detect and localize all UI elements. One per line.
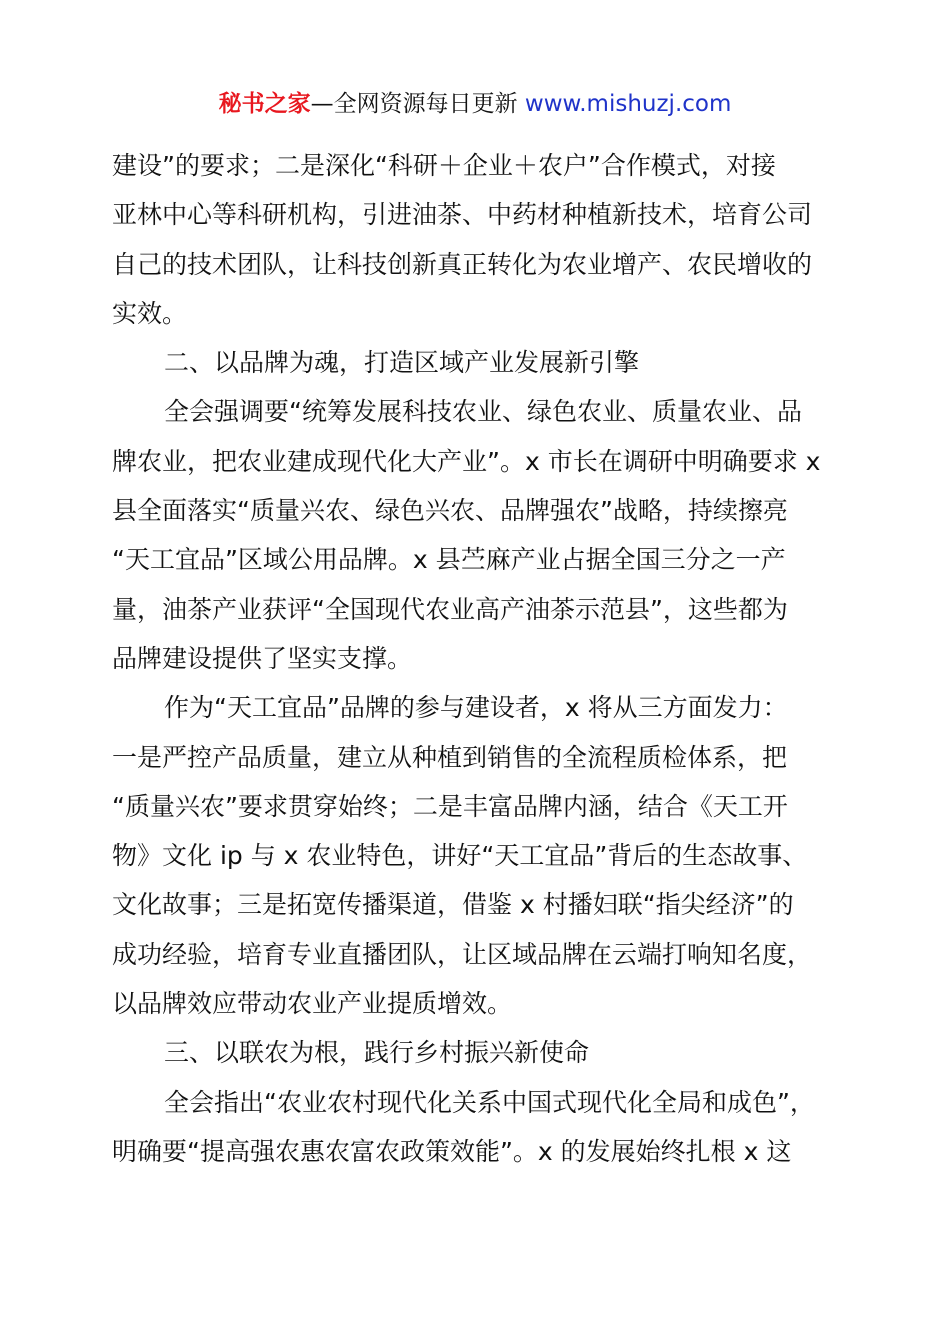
text-line: 成功经验，培育专业直播团队，让区域品牌在云端打响知名度， <box>112 939 813 969</box>
text-line: 亚林中心等科研机构，引进油茶、中药材种植新技术，培育公司 <box>112 200 813 230</box>
text-line: 明确要“提高强农惠农富农政策效能”。x 的发展始终扎根 x 这 <box>112 1136 792 1166</box>
text-line: 建设”的要求；二是深化“科研＋企业＋农户”合作模式，对接 <box>112 151 776 180</box>
text-line: 牌农业，把农业建成现代化大产业”。x 市长在调研中明确要求 x <box>112 446 821 476</box>
text-line: 一是严控产品质量，建立从种植到销售的全流程质检体系，把 <box>112 742 788 772</box>
site-url-link[interactable]: www.mishuzj.com <box>524 91 732 117</box>
text-line: 品牌建设提供了坚实支撑。 <box>112 643 413 673</box>
site-header <box>0 86 950 122</box>
section-heading-2: 二、以品牌为魂，打造区域产业发展新引擎 <box>164 348 640 378</box>
text-line: “天工宜品”区域公用品牌。x 县苎麻产业占据全国三分之一产 <box>112 545 786 575</box>
site-tagline: —全网资源每日更新 <box>310 91 525 117</box>
text-line: 量，油茶产业获评“全国现代农业高产油茶示范县”，这些都为 <box>112 594 788 624</box>
site-brand: 秘书之家 <box>218 91 311 117</box>
text-line: 作为“天工宜品”品牌的参与建设者，x 将从三方面发力： <box>164 693 788 723</box>
text-line: 以品牌效应带动农业产业提质增效。 <box>112 989 513 1019</box>
text-line: 实效。 <box>112 298 188 328</box>
document-body <box>112 141 847 1176</box>
text-line: 文化故事；三是拓宽传播渠道，借鉴 x 村播妇联“指尖经济”的 <box>112 890 794 920</box>
text-line: 县全面落实“质量兴农、绿色兴农、品牌强农”战略，持续擦亮 <box>112 496 788 526</box>
text-line: 自己的技术团队，让科技创新真正转化为农业增产、农民增收的 <box>112 249 813 279</box>
text-line: 全会指出“农业农村现代化关系中国式现代化全局和成色”， <box>164 1087 815 1117</box>
section-heading-3: 三、以联农为根，践行乡村振兴新使命 <box>164 1038 590 1068</box>
text-line: 全会强调要“统筹发展科技农业、绿色农业、质量农业、品 <box>164 397 802 427</box>
text-line: “质量兴农”要求贯穿始终；二是丰富品牌内涵，结合《天工开 <box>112 791 788 821</box>
text-line: 物》文化 ip 与 x 农业特色，讲好“天工宜品”背后的生态故事、 <box>112 841 808 871</box>
